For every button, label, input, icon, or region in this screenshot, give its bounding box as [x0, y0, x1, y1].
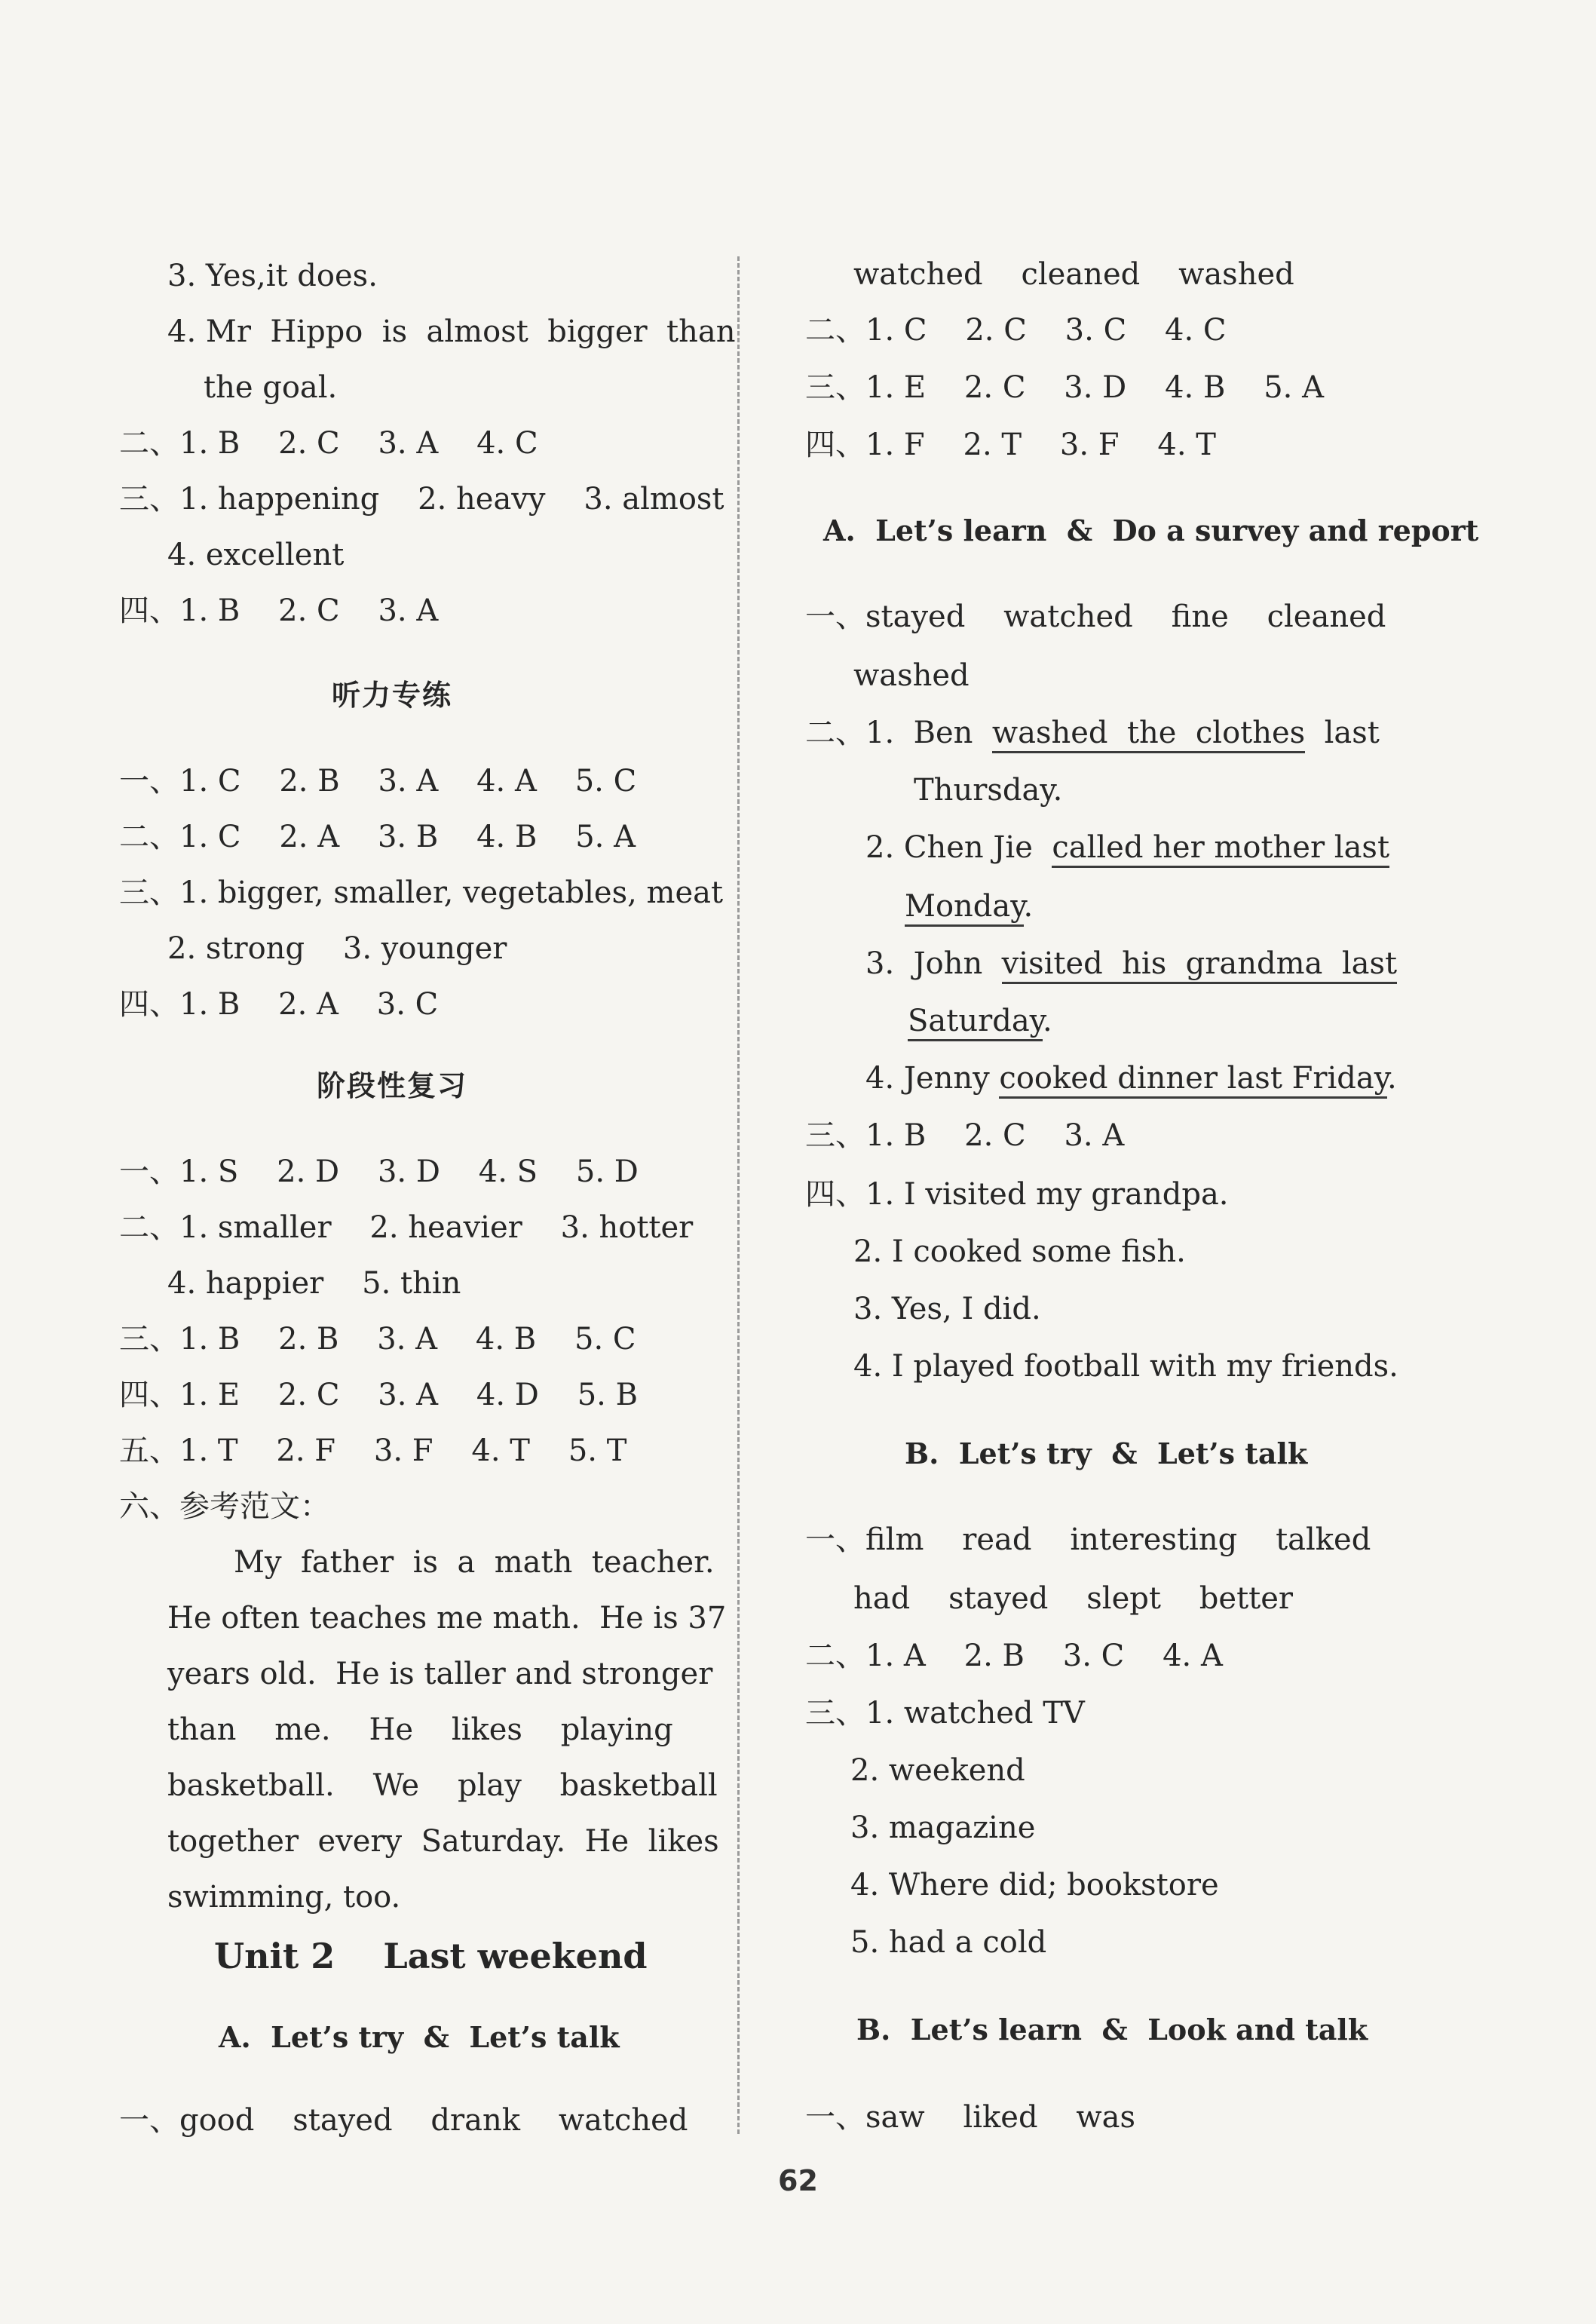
answer-line: 一、saw liked was	[805, 2100, 1136, 2135]
answer-line: 2. I cooked some fish.	[853, 1234, 1186, 1269]
answer-line: washed	[853, 658, 970, 693]
answer-line: 五、1. T 2. F 3. F 4. T 5. T	[119, 1433, 627, 1468]
answer-line: 3. Yes,it does.	[167, 259, 378, 293]
answer-line: 二、1. A 2. B 3. C 4. A	[805, 1639, 1223, 1673]
page-number: 62	[778, 2164, 818, 2197]
answer-line: 四、1. I visited my grandpa.	[805, 1177, 1229, 1212]
column-divider	[737, 256, 740, 2134]
answer-line: 4. excellent	[167, 538, 345, 572]
answer-line: 3. magazine	[850, 1810, 1036, 1845]
answer-line: 4. happier 5. thin	[167, 1266, 461, 1301]
answer-line: 4. I played football with my friends.	[853, 1349, 1398, 1384]
section-heading: 听力专练	[332, 679, 453, 712]
answer-line: 3. Yes, I did.	[853, 1292, 1041, 1326]
essay-line: years old. He is taller and stronger	[167, 1657, 713, 1691]
answer-line: 二、1. C 2. A 3. B 4. B 5. A	[119, 820, 636, 854]
essay-line: basketball. We play basketball	[167, 1768, 718, 1803]
answer-line: 4. Mr Hippo is almost bigger than	[167, 314, 736, 349]
unit-title: Unit 2 Last weekend	[214, 1936, 648, 1976]
essay-line: swimming, too.	[167, 1880, 401, 1915]
answer-line: 一、film read interesting talked	[805, 1522, 1371, 1557]
answer-line: 一、1. C 2. B 3. A 4. A 5. C	[119, 764, 637, 799]
answer-line: 四、1. F 2. T 3. F 4. T	[805, 428, 1216, 462]
answer-line: 四、1. B 2. A 3. C	[119, 987, 439, 1022]
answer-line: 一、good stayed drank watched	[119, 2103, 688, 2138]
answer-line: 一、stayed watched fine cleaned	[805, 599, 1386, 634]
answer-line: 二、1. C 2. C 3. C 4. C	[805, 313, 1227, 348]
answer-line: 二、1. Ben washed the clothes last	[805, 713, 1380, 753]
answer-line: 3. John visited his grandma last	[865, 944, 1397, 983]
answer-line: 4. Where did; bookstore	[850, 1868, 1219, 1902]
answer-line: watched cleaned washed	[853, 257, 1294, 292]
answer-line: Saturday.	[908, 1001, 1052, 1041]
essay-line: together every Saturday. He likes	[167, 1824, 719, 1859]
lesson-heading: A. Let’s learn & Do a survey and report	[823, 514, 1479, 547]
answer-line: Thursday.	[914, 773, 1063, 808]
answer-line: Monday.	[905, 887, 1033, 926]
answer-line: 一、1. S 2. D 3. D 4. S 5. D	[119, 1154, 639, 1189]
answer-line: had stayed slept better	[853, 1581, 1294, 1616]
answer-line: 4. Jenny cooked dinner last Friday.	[865, 1059, 1397, 1098]
answer-line: 三、1. B 2. C 3. A	[805, 1118, 1125, 1153]
answer-line: 六、参考范文：	[119, 1489, 330, 1524]
answer-line: 三、1. E 2. C 3. D 4. B 5. A	[805, 370, 1324, 405]
lesson-heading: A. Let’s try & Let’s talk	[219, 2020, 620, 2054]
answer-line: 三、1. B 2. B 3. A 4. B 5. C	[119, 1322, 636, 1357]
answer-line: 2. weekend	[850, 1753, 1025, 1788]
answer-line: 三、1. happening 2. heavy 3. almost	[119, 482, 724, 517]
answer-line: the goal.	[204, 370, 338, 405]
essay-line: My father is a math teacher.	[234, 1545, 715, 1580]
answer-line: 二、1. B 2. C 3. A 4. C	[119, 426, 538, 461]
answer-line: 5. had a cold	[850, 1925, 1047, 1960]
section-heading: 阶段性复习	[317, 1069, 468, 1102]
lesson-heading: B. Let’s try & Let’s talk	[905, 1436, 1308, 1470]
lesson-heading: B. Let’s learn & Look and talk	[856, 2013, 1368, 2047]
answer-line: 三、1. watched TV	[805, 1696, 1085, 1731]
answer-line: 三、1. bigger, smaller, vegetables, meat	[119, 875, 724, 910]
essay-line: He often teaches me math. He is 37	[167, 1601, 727, 1636]
answer-line: 四、1. B 2. C 3. A	[119, 593, 439, 628]
answer-line: 四、1. E 2. C 3. A 4. D 5. B	[119, 1378, 638, 1412]
answer-line: 二、1. smaller 2. heavier 3. hotter	[119, 1210, 694, 1245]
essay-line: than me. He likes playing	[167, 1712, 673, 1747]
answer-line: 2. Chen Jie called her mother last	[865, 828, 1389, 867]
answer-line: 2. strong 3. younger	[167, 931, 507, 966]
